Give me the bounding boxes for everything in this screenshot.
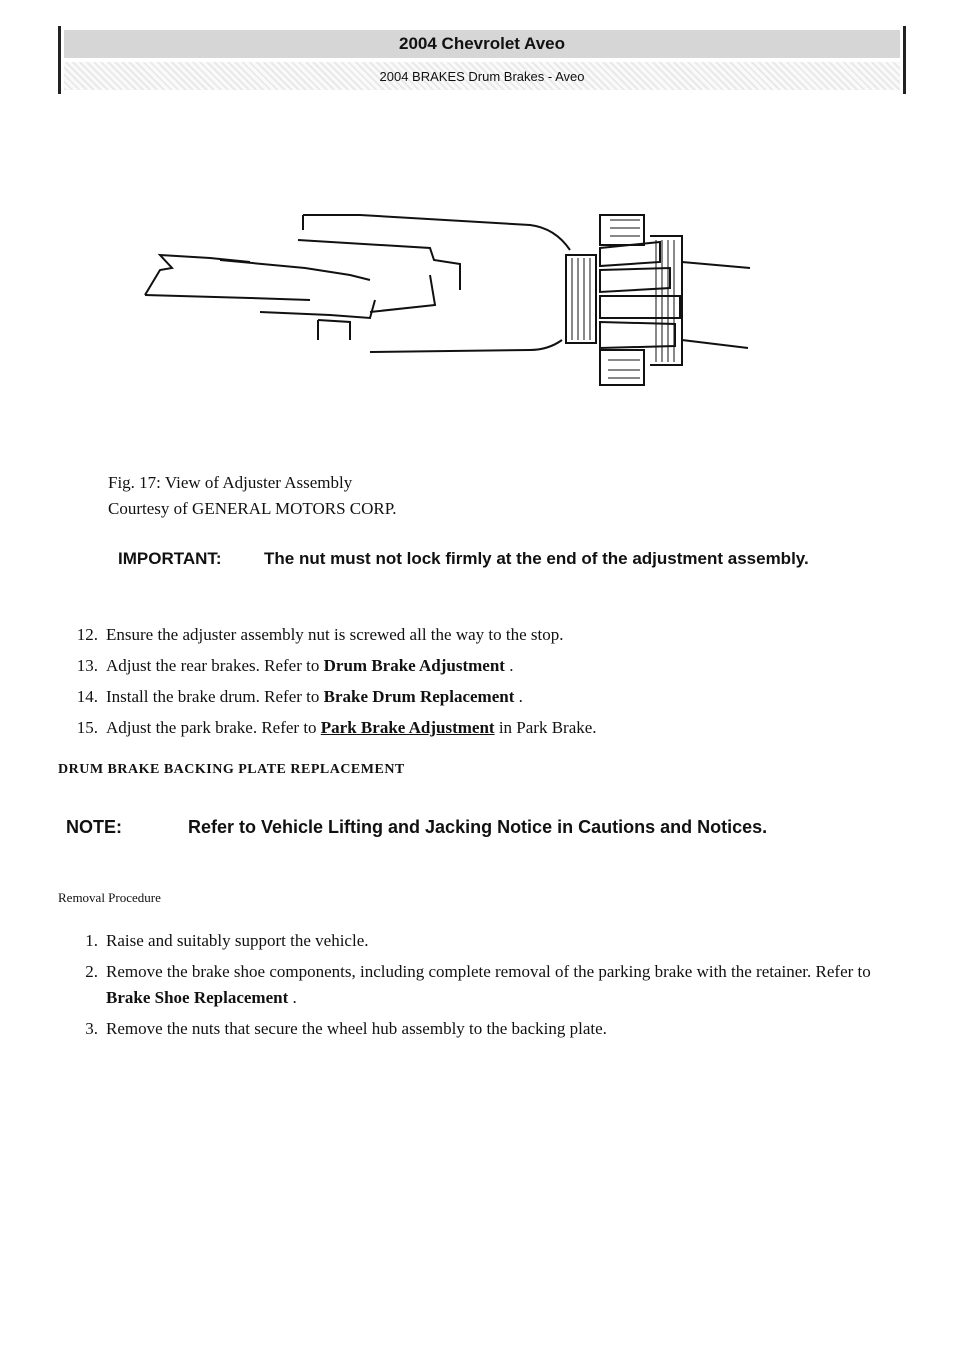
important-text: The nut must not lock firmly at the end of the adjustment assembly. xyxy=(264,549,809,568)
brake-drum-replacement-link[interactable]: Brake Drum Replacement xyxy=(323,687,515,706)
step-text-tail: . xyxy=(504,656,514,675)
step-text: Remove the brake shoe components, including complete removal of the parking brake with the retainer. Refer to xyxy=(106,962,871,981)
figure-caption xyxy=(108,470,397,522)
list-item xyxy=(58,1016,918,1042)
page-header xyxy=(58,26,906,94)
step-text: Raise and suitably support the vehicle. xyxy=(106,931,369,950)
step-number: 12. xyxy=(76,625,98,644)
section-title: DRUM BRAKE BACKING PLATE REPLACEMENT xyxy=(58,762,405,777)
drum-brake-adjustment-link[interactable]: Drum Brake Adjustment xyxy=(323,656,505,675)
list-item xyxy=(58,928,918,954)
step-text-tail: . xyxy=(288,988,297,1007)
step-text: Adjust the park brake. Refer to xyxy=(106,718,321,737)
caption-credit: Courtesy of GENERAL MOTORS CORP. xyxy=(108,499,397,518)
list-item xyxy=(58,653,918,679)
header-left-rule xyxy=(58,26,61,94)
header-right-rule xyxy=(903,26,906,94)
step-text: Install the brake drum. Refer to xyxy=(106,687,324,706)
step-number: 15. xyxy=(76,718,98,737)
step-number: 2. xyxy=(85,962,98,981)
caption-title: Fig. 17: View of Adjuster Assembly xyxy=(108,473,353,492)
step-number: 13. xyxy=(76,656,98,675)
removal-steps xyxy=(58,928,918,1047)
list-item xyxy=(58,715,918,741)
brake-shoe-replacement-link[interactable]: Brake Shoe Replacement xyxy=(106,988,289,1007)
step-text: Remove the nuts that secure the wheel hub assembly to the backing plate. xyxy=(106,1019,607,1038)
important-callout xyxy=(118,546,898,572)
step-number: 1. xyxy=(85,931,98,950)
list-item xyxy=(58,684,918,710)
note-text: Refer to Vehicle Lifting and Jacking Notice in Cautions and Notices. xyxy=(188,817,768,837)
park-brake-adjustment-link[interactable]: Park Brake Adjustment xyxy=(320,718,495,737)
header-title: 2004 Chevrolet Aveo xyxy=(64,30,900,58)
installation-steps xyxy=(58,622,918,746)
step-text-tail: . xyxy=(514,687,523,706)
step-number: 3. xyxy=(85,1019,98,1038)
step-text: Ensure the adjuster assembly nut is screwed all the way to the stop. xyxy=(106,625,564,644)
important-label: IMPORTANT: xyxy=(118,549,222,568)
note-label: NOTE: xyxy=(66,817,122,837)
adjuster-assembly-illustration xyxy=(130,200,770,400)
list-item xyxy=(58,622,918,648)
header-subtitle: 2004 BRAKES Drum Brakes - Aveo xyxy=(64,62,900,90)
note-callout xyxy=(66,814,886,840)
list-item xyxy=(58,959,918,1011)
step-text-tail: in Park Brake. xyxy=(494,718,597,737)
step-text: Adjust the rear brakes. Refer to xyxy=(106,656,324,675)
removal-procedure-heading: Removal Procedure xyxy=(58,890,161,905)
step-number: 14. xyxy=(76,687,98,706)
